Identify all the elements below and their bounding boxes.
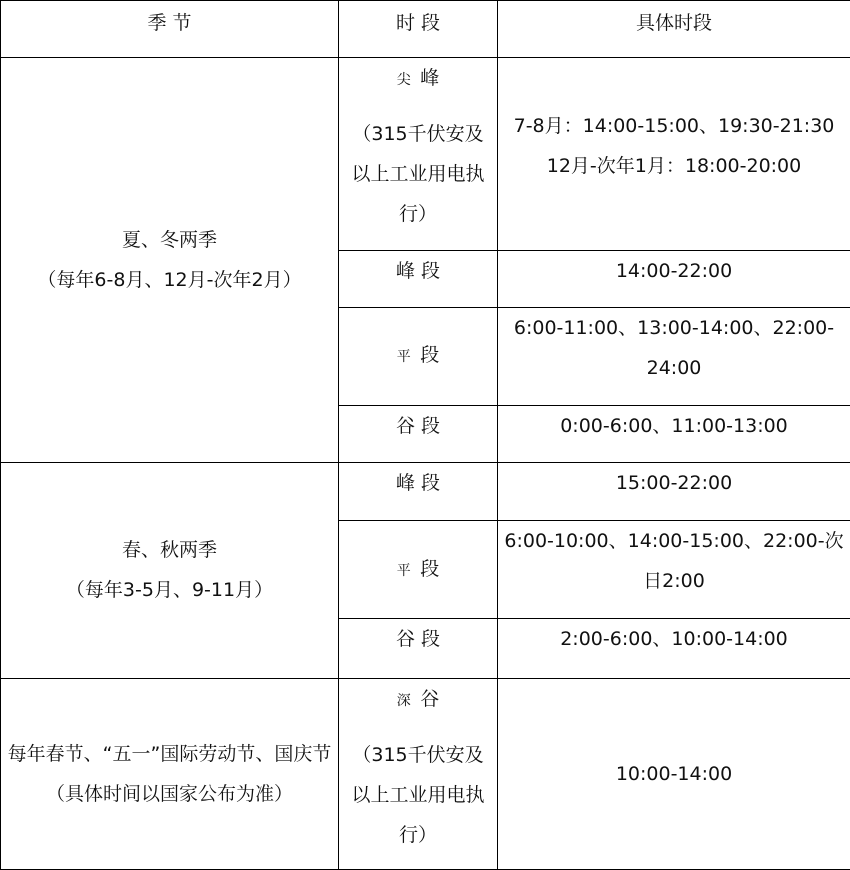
period-prefix: 平 xyxy=(396,349,411,366)
specific-cell: 0:00-6:00、11:00-13:00 xyxy=(498,405,850,462)
season-cell-summer-winter xyxy=(1,58,339,463)
header-row xyxy=(1,1,850,58)
period-prefix: 深 xyxy=(396,692,411,709)
specific-cell: 2:00-6:00、10:00-14:00 xyxy=(498,619,850,678)
specific-cell xyxy=(498,58,850,250)
header-period: 时 段 xyxy=(339,1,498,58)
period-label: 谷 xyxy=(420,687,440,710)
period-cell-peak: 峰 段 xyxy=(339,250,498,307)
specific-cell: 15:00-22:00 xyxy=(498,463,850,521)
season-name: 夏、冬两季 xyxy=(121,229,217,252)
period-cell-peak: 峰 段 xyxy=(339,463,498,521)
period-cell-valley: 谷 段 xyxy=(339,405,498,462)
period-cell-valley: 谷 段 xyxy=(339,619,498,678)
period-cell-flat xyxy=(339,307,498,405)
period-cell-deep-valley xyxy=(339,678,498,870)
period-cell-critical-peak xyxy=(339,58,498,250)
specific-line: 12月-次年1月：18:00-20:00 xyxy=(546,155,802,178)
period-prefix: 尖 xyxy=(396,72,411,89)
table-row xyxy=(1,463,850,521)
period-label: 段 xyxy=(420,557,440,580)
season-cell-spring-autumn xyxy=(1,463,339,678)
season-name: 春、秋两季 xyxy=(121,539,217,562)
header-season: 季 节 xyxy=(1,1,339,58)
header-specific: 具体时段 xyxy=(498,1,850,58)
specific-cell: 6:00-10:00、14:00-15:00、22:00-次日2:00 xyxy=(498,521,850,619)
period-note: （315千伏安及以上工业用电执行） xyxy=(351,123,485,226)
specific-cell: 10:00-14:00 xyxy=(498,678,850,870)
period-prefix: 平 xyxy=(396,562,411,579)
specific-line: 7-8月：14:00-15:00、19:30-21:30 xyxy=(513,115,835,138)
specific-cell: 14:00-22:00 xyxy=(498,250,850,307)
table-row xyxy=(1,58,850,250)
period-note: （315千伏安及以上工业用电执行） xyxy=(351,743,485,846)
season-months: （每年3-5月、9-11月） xyxy=(65,579,274,602)
table-row xyxy=(1,678,850,870)
period-cell-flat xyxy=(339,521,498,619)
season-cell-holidays: 每年春节、“五一”国际劳动节、国庆节（具体时间以国家公布为准） xyxy=(1,678,339,870)
season-months: （每年6-8月、12月-次年2月） xyxy=(37,269,302,292)
specific-cell: 6:00-11:00、13:00-14:00、22:00-24:00 xyxy=(498,307,850,405)
period-label: 段 xyxy=(420,344,440,367)
period-label: 峰 xyxy=(420,67,440,90)
